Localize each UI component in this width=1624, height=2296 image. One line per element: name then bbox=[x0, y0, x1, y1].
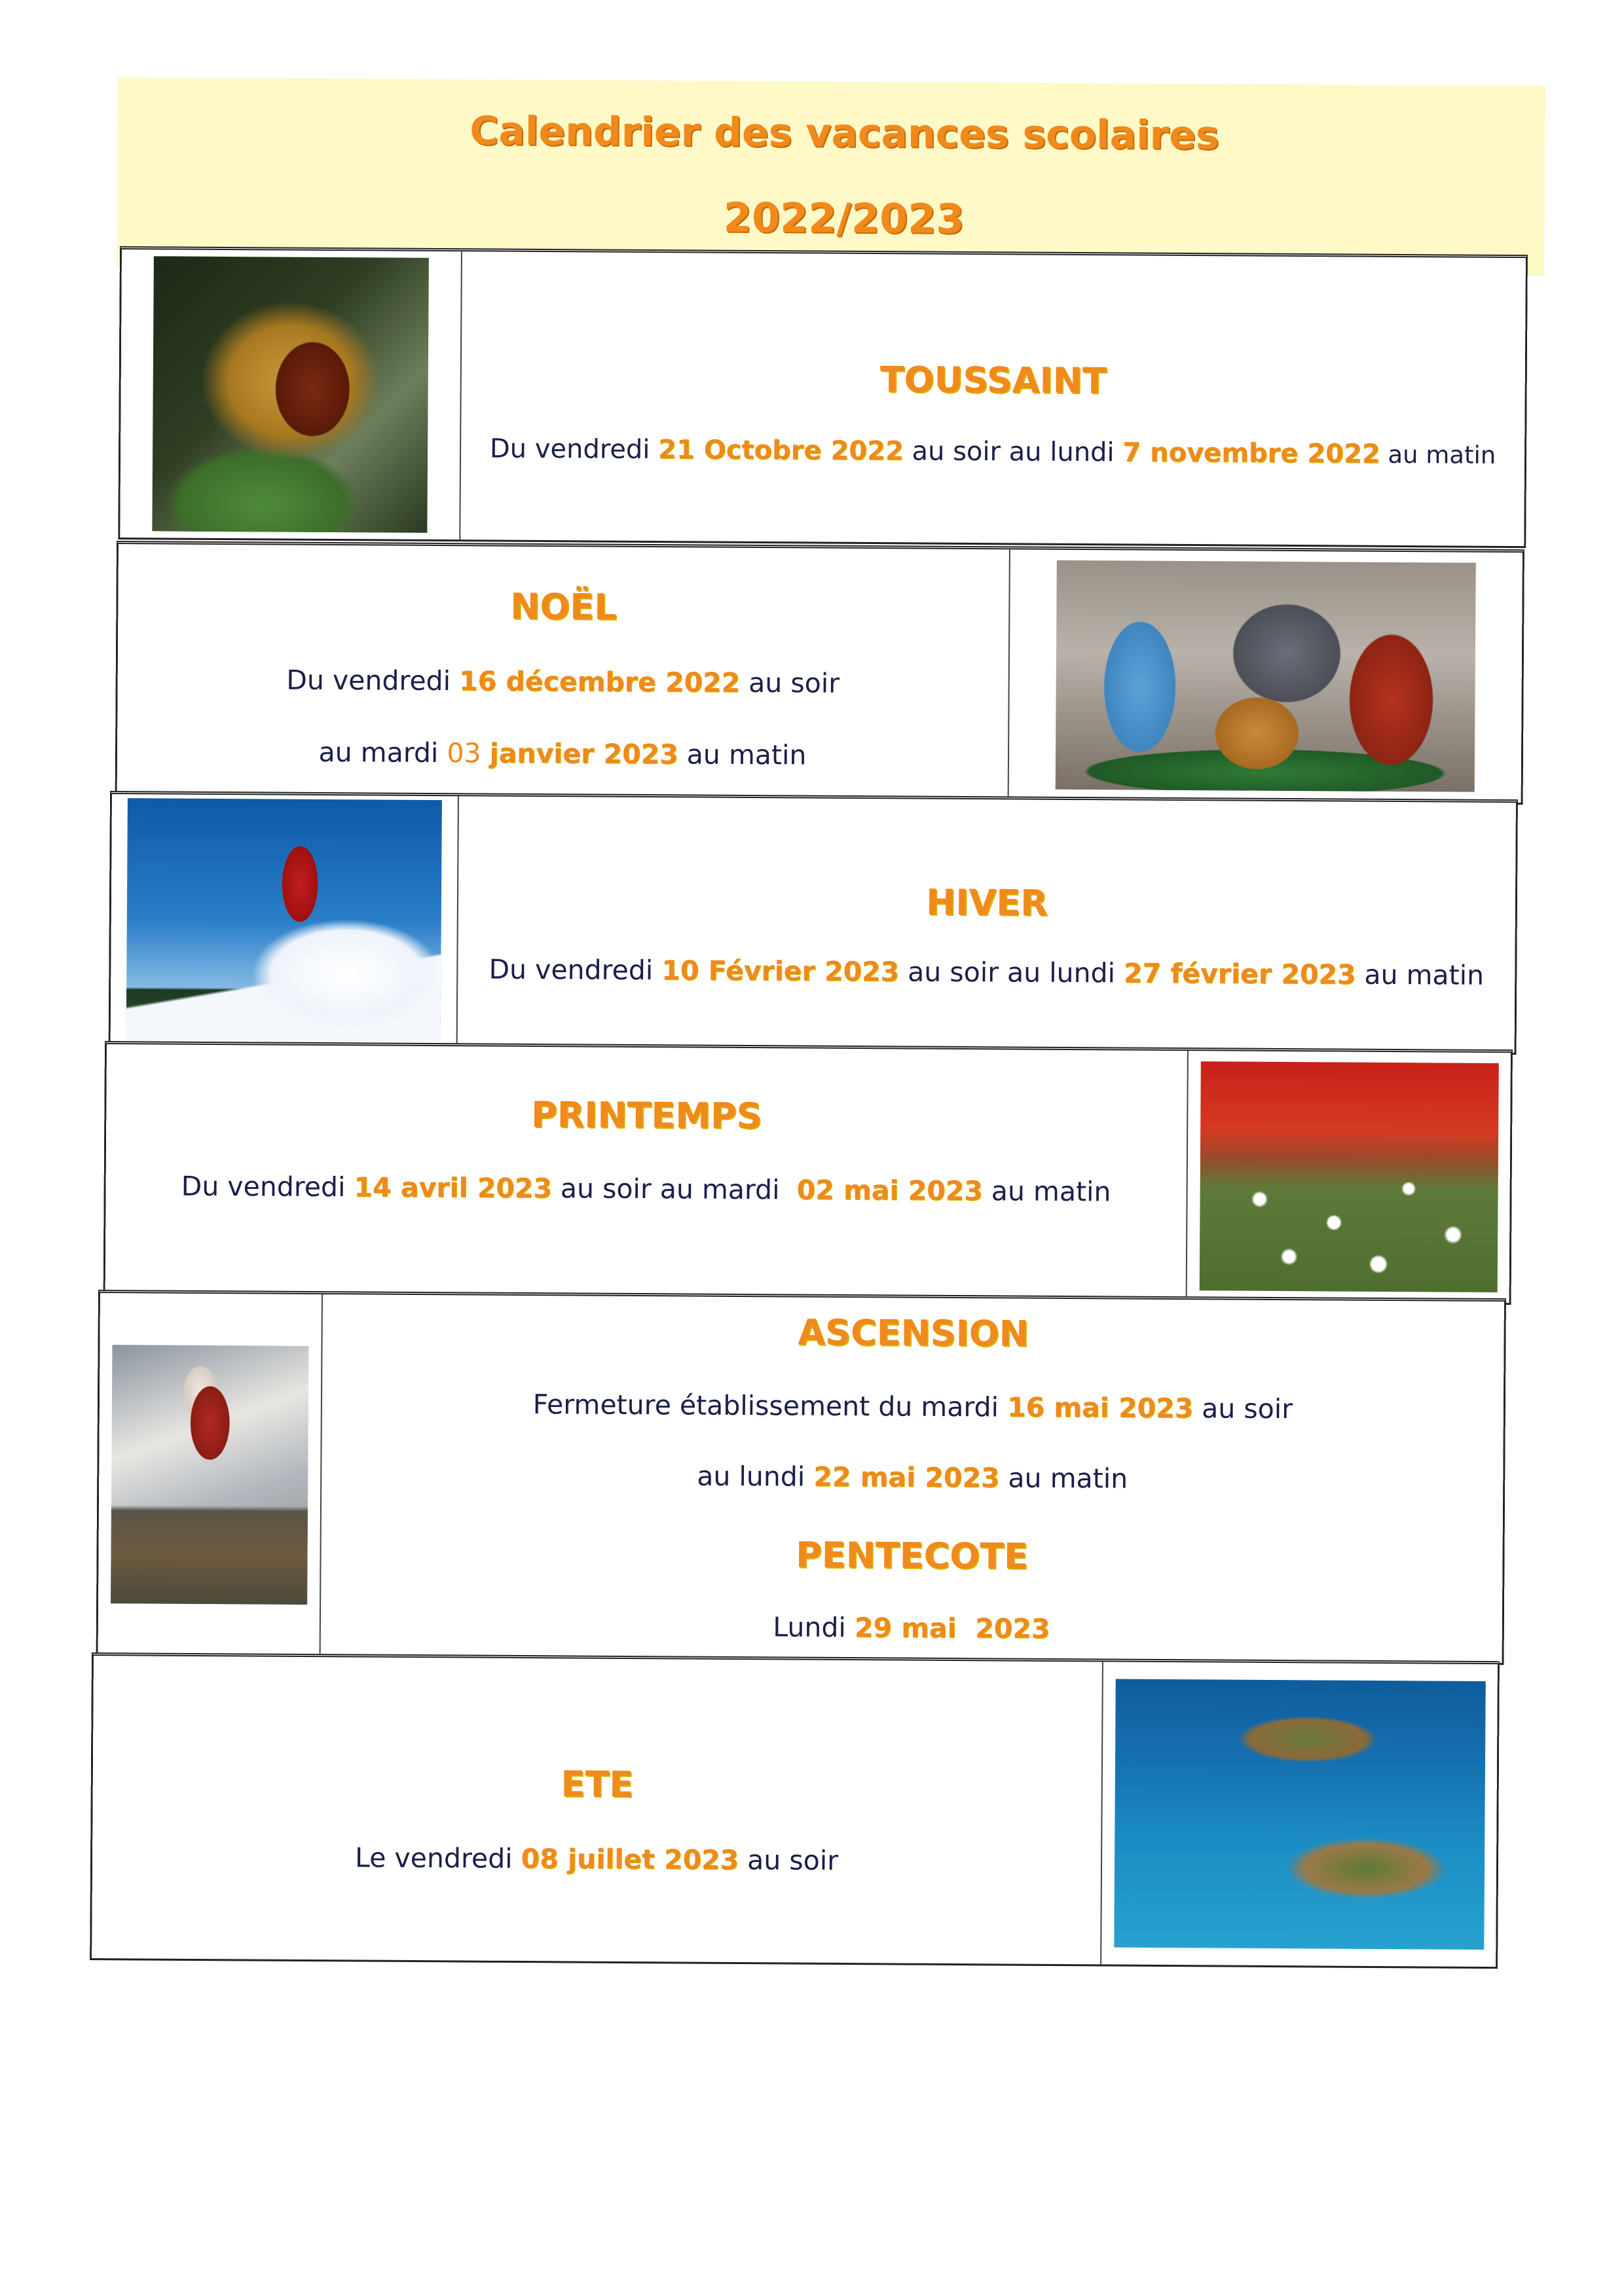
text: Le vendredi bbox=[354, 1842, 521, 1875]
text-cell bbox=[321, 1294, 1504, 1663]
text: au soir bbox=[1193, 1393, 1293, 1425]
text: au soir bbox=[739, 1844, 839, 1876]
nativity-image bbox=[1056, 560, 1476, 792]
text-cell bbox=[92, 1656, 1102, 1964]
sub-season-title: PENTECOTE bbox=[796, 1534, 1029, 1577]
header-band bbox=[117, 77, 1545, 276]
text: Du vendredi bbox=[181, 1170, 354, 1203]
date-line bbox=[321, 1609, 1502, 1647]
date-line bbox=[117, 735, 1008, 772]
season-title: ASCENSION bbox=[798, 1311, 1029, 1355]
date-line bbox=[106, 1170, 1187, 1208]
text: au soir au lundi bbox=[899, 956, 1124, 989]
poppy-field-image bbox=[1199, 1061, 1498, 1292]
text: au matin bbox=[1380, 440, 1496, 469]
text: au mardi bbox=[318, 736, 447, 769]
snowboarder-image bbox=[126, 798, 442, 1042]
text: au matin bbox=[982, 1175, 1111, 1208]
text: au soir au lundi bbox=[903, 436, 1123, 468]
start-date: 21 Octobre 2022 bbox=[658, 435, 904, 467]
season-title: HIVER bbox=[926, 881, 1048, 924]
chestnut-image bbox=[152, 256, 429, 533]
period-row-ete bbox=[90, 1652, 1500, 1969]
start-date: 08 juillet 2023 bbox=[521, 1843, 739, 1876]
date-line bbox=[322, 1458, 1503, 1497]
season-title: TOUSSAINT bbox=[879, 359, 1107, 402]
school-year: 2022/2023 bbox=[723, 193, 965, 243]
text: Du vendredi bbox=[489, 433, 659, 465]
text: au matin bbox=[999, 1462, 1128, 1495]
date-line bbox=[461, 433, 1524, 470]
text: au matin bbox=[678, 738, 807, 771]
period-row-printemps bbox=[103, 1041, 1513, 1305]
text-cell bbox=[460, 251, 1526, 546]
start-date: 16 décembre 2022 bbox=[458, 665, 741, 699]
text: Du vendredi bbox=[286, 664, 460, 697]
ascension-image bbox=[111, 1345, 308, 1605]
end-date: 22 mai 2023 bbox=[813, 1461, 1000, 1494]
end-day: 03 bbox=[447, 737, 481, 769]
image-cell bbox=[120, 249, 462, 539]
end-date: janvier 2023 bbox=[489, 737, 678, 771]
period-row-ascension-pentecote bbox=[96, 1290, 1506, 1665]
text: au lundi bbox=[697, 1460, 814, 1493]
text: Du vendredi bbox=[489, 953, 662, 987]
season-title: NOËL bbox=[510, 585, 617, 628]
text: au matin bbox=[1356, 958, 1485, 991]
start-date: 14 avril 2023 bbox=[354, 1171, 553, 1205]
text: Fermeture établissement du mardi bbox=[532, 1389, 1008, 1423]
image-cell bbox=[98, 1293, 323, 1656]
end-date: 7 novembre 2022 bbox=[1122, 437, 1380, 469]
text: au soir bbox=[740, 666, 840, 699]
date-line bbox=[92, 1840, 1101, 1878]
image-cell bbox=[1186, 1051, 1511, 1303]
end-date: 02 mai 2023 bbox=[796, 1174, 983, 1207]
image-cell bbox=[111, 794, 459, 1046]
image-cell bbox=[1008, 549, 1522, 803]
date-line bbox=[118, 663, 1008, 700]
start-date: 16 mai 2023 bbox=[1006, 1391, 1194, 1425]
text-cell bbox=[117, 544, 1009, 799]
period-row-toussaint bbox=[118, 246, 1528, 548]
season-title: ETE bbox=[561, 1763, 634, 1806]
text-cell bbox=[458, 796, 1516, 1053]
end-date: 27 février 2023 bbox=[1123, 957, 1356, 991]
islands-image bbox=[1114, 1679, 1485, 1950]
image-cell bbox=[1100, 1662, 1498, 1967]
season-title: PRINTEMPS bbox=[530, 1093, 762, 1137]
text bbox=[481, 737, 489, 769]
start-date: 10 Février 2023 bbox=[661, 955, 900, 988]
text: au soir au mardi bbox=[551, 1173, 797, 1206]
text-cell bbox=[105, 1044, 1187, 1301]
period-row-noel bbox=[115, 541, 1524, 805]
period-row-hiver bbox=[109, 791, 1518, 1055]
text: Lundi bbox=[773, 1611, 855, 1644]
holiday-date: 29 mai 2023 bbox=[854, 1612, 1050, 1645]
date-line bbox=[458, 953, 1515, 991]
page-title: Calendrier des vacances scolaires bbox=[470, 108, 1219, 159]
date-line bbox=[322, 1387, 1504, 1426]
